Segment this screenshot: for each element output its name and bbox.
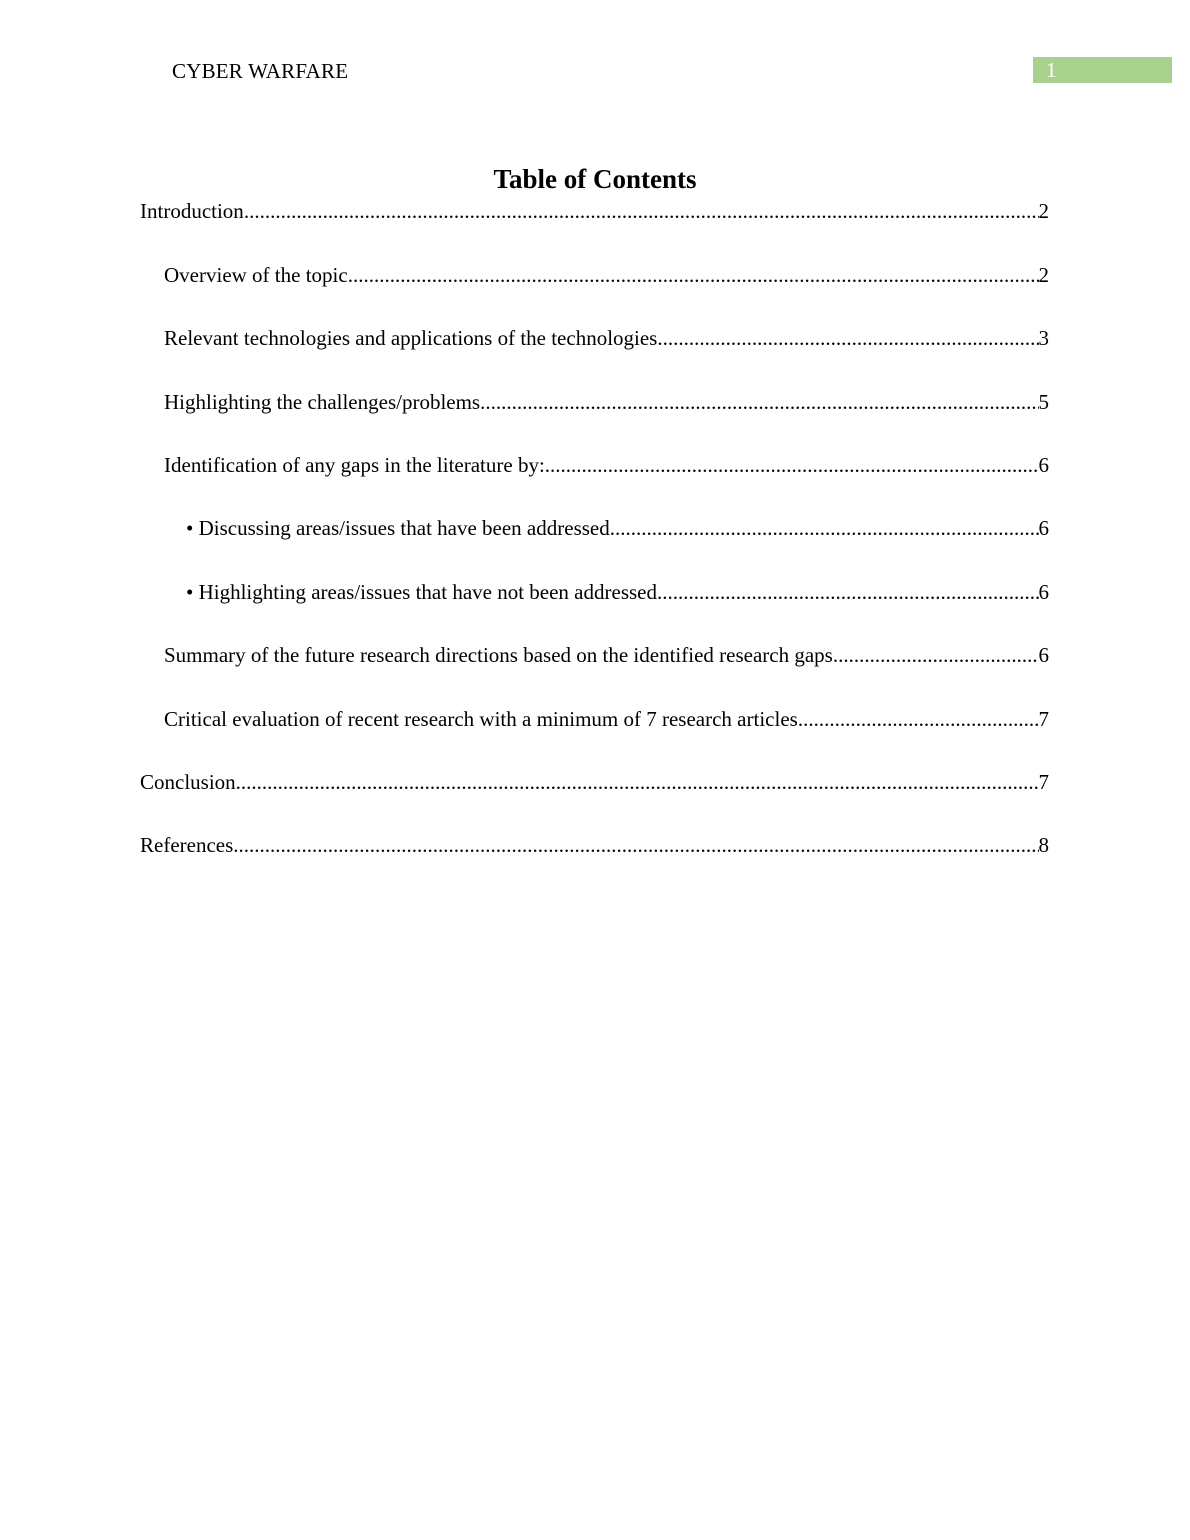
- toc-dot-leader: [545, 451, 1039, 479]
- toc-page-number: 7: [1038, 770, 1049, 794]
- page-number-badge: [1033, 57, 1172, 83]
- toc-dot-leader: [244, 197, 1039, 225]
- toc-entry-label: Identification of any gaps in the literature by:: [164, 453, 545, 477]
- toc-entry-label: • Discussing areas/issues that have been addressed: [186, 516, 610, 540]
- toc-entry-label: Conclusion: [140, 770, 236, 794]
- toc-entry-introduction[interactable]: [140, 197, 1049, 225]
- toc-page-number: 3: [1038, 326, 1049, 350]
- toc-entry-label: Relevant technologies and applications of the technologies: [164, 326, 658, 350]
- toc-entry-label: Highlighting the challenges/problems: [164, 390, 481, 414]
- toc-entry-technologies[interactable]: [164, 324, 1049, 352]
- toc-entry-not-addressed[interactable]: [186, 578, 1049, 606]
- toc-page-number: 6: [1038, 516, 1049, 540]
- toc-page-number: 6: [1038, 453, 1049, 477]
- toc-dot-leader: [657, 578, 1039, 606]
- toc-entry-overview[interactable]: [164, 261, 1049, 289]
- toc-page-number: 8: [1038, 833, 1049, 857]
- toc-entry-critical-evaluation[interactable]: [164, 705, 1049, 733]
- toc-dot-leader: [348, 261, 1039, 289]
- toc-page-number: 2: [1038, 263, 1049, 287]
- toc-page-number: 7: [1038, 707, 1049, 731]
- toc-entry-label: Summary of the future research directions based on the identified research gaps: [164, 643, 833, 667]
- page-number: 1: [1046, 58, 1057, 82]
- toc-entry-gaps[interactable]: [164, 451, 1049, 479]
- toc-page-number: 5: [1038, 390, 1049, 414]
- toc-entry-conclusion[interactable]: [140, 768, 1049, 796]
- page-header: [0, 0, 1190, 100]
- toc-title: Table of Contents: [493, 164, 697, 194]
- toc-entry-future-research[interactable]: [164, 641, 1049, 669]
- toc-entry-label: Overview of the topic: [164, 263, 348, 287]
- toc-dot-leader: [610, 514, 1039, 542]
- toc-page-number: 6: [1038, 580, 1049, 604]
- toc-page-number: 6: [1038, 643, 1049, 667]
- toc-entry-label: • Highlighting areas/issues that have not been addressed: [186, 580, 657, 604]
- toc-entry-label: Critical evaluation of recent research with a minimum of 7 research articles: [164, 707, 798, 731]
- toc-dot-leader: [233, 831, 1038, 859]
- toc-dot-leader: [798, 705, 1039, 733]
- toc-entry-label: Introduction: [140, 199, 244, 223]
- toc-entry-label: References: [140, 833, 234, 857]
- toc-entry-references[interactable]: [140, 831, 1049, 859]
- toc-dot-leader: [480, 388, 1038, 416]
- toc-dot-leader: [833, 641, 1039, 669]
- toc-page-number: 2: [1038, 199, 1049, 223]
- toc-entry-challenges[interactable]: [164, 388, 1049, 416]
- toc-entry-addressed[interactable]: [186, 514, 1049, 542]
- header-title: CYBER WARFARE: [172, 59, 349, 83]
- toc-dot-leader: [657, 324, 1038, 352]
- toc-dot-leader: [236, 768, 1039, 796]
